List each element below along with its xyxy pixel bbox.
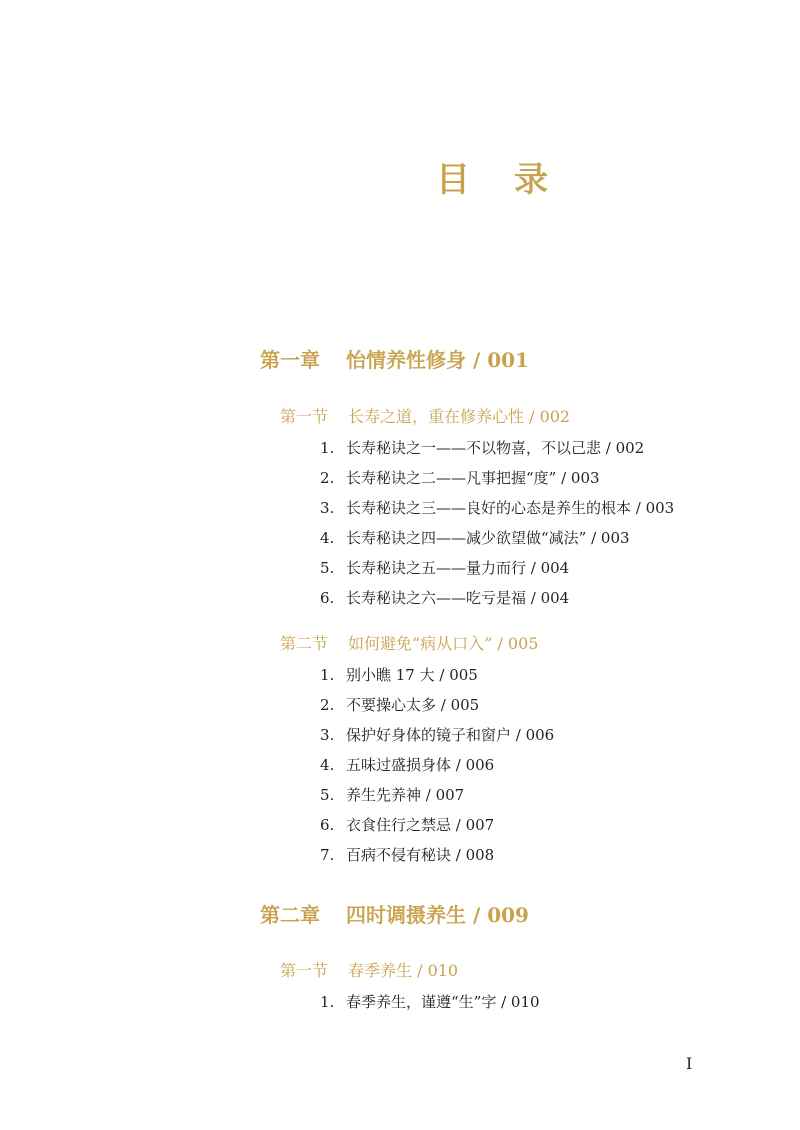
toc-entry[interactable] (320, 814, 494, 835)
section-number: 第二节 (280, 634, 329, 653)
entry-index: 2. (320, 696, 335, 714)
entry-index: 1. (320, 666, 335, 684)
entry-text: 长寿秘诀之三——良好的心态是养生的根本 / 003 (346, 499, 675, 517)
entry-index: 1. (320, 993, 335, 1011)
section-number: 第一节 (280, 961, 329, 980)
entry-index: 5. (320, 786, 335, 804)
entry-text: 五味过盛损身体 / 006 (346, 756, 495, 774)
section-heading[interactable] (280, 631, 538, 654)
section-heading[interactable] (280, 404, 570, 427)
entry-index: 6. (320, 816, 335, 834)
entry-text: 长寿秘诀之五——量力而行 / 004 (346, 559, 570, 577)
page-number: I (686, 1054, 693, 1073)
section-title: 春季养生 / 010 (348, 961, 459, 980)
section-title: 如何避免“病从口入” / 005 (348, 634, 539, 653)
entry-text: 长寿秘诀之一——不以物喜，不以己悲 / 002 (346, 439, 645, 457)
toc-entry[interactable] (320, 557, 569, 578)
toc-entry[interactable] (320, 467, 600, 488)
toc-entry[interactable] (320, 437, 644, 458)
toc-entry[interactable] (320, 844, 494, 865)
toc-entry[interactable] (320, 587, 569, 608)
entry-text: 衣食住行之禁忌 / 007 (346, 816, 495, 834)
entry-index: 7. (320, 846, 335, 864)
entry-text: 别小瞧 17 大 / 005 (346, 666, 478, 684)
entry-index: 2. (320, 469, 335, 487)
entry-text: 长寿秘诀之六——吃亏是福 / 004 (346, 589, 570, 607)
toc-entry[interactable] (320, 784, 464, 805)
toc-title: 目录 (436, 160, 592, 200)
toc-entry[interactable] (320, 497, 674, 518)
chapter-title: 怡情养性修身 / 001 (346, 348, 529, 372)
entry-index: 3. (320, 726, 335, 744)
toc-entry[interactable] (320, 527, 630, 548)
entry-index: 4. (320, 529, 335, 547)
entry-index: 6. (320, 589, 335, 607)
section-title: 长寿之道，重在修养心性 / 002 (348, 407, 571, 426)
entry-text: 长寿秘诀之二——凡事把握“度” / 003 (346, 469, 600, 487)
chapter-number: 第一章 (260, 348, 320, 372)
entry-text: 保护好身体的镜子和窗户 / 006 (346, 726, 555, 744)
toc-entry[interactable] (320, 664, 478, 685)
toc-entry[interactable] (320, 724, 554, 745)
chapter-title: 四时调摄养生 / 009 (346, 903, 529, 927)
toc-entry[interactable] (320, 754, 494, 775)
entry-text: 养生先养神 / 007 (346, 786, 465, 804)
entry-text: 长寿秘诀之四——减少欲望做“减法” / 003 (346, 529, 630, 547)
section-heading[interactable] (280, 958, 458, 981)
chapter-number: 第二章 (260, 903, 320, 927)
entry-index: 4. (320, 756, 335, 774)
entry-text: 不要操心太多 / 005 (346, 696, 480, 714)
section-number: 第一节 (280, 407, 329, 426)
entry-text: 春季养生，谨遵“生”字 / 010 (346, 993, 540, 1011)
chapter-heading[interactable] (260, 344, 529, 373)
entry-text: 百病不侵有秘诀 / 008 (346, 846, 495, 864)
toc-entry[interactable] (320, 694, 479, 715)
entry-index: 3. (320, 499, 335, 517)
chapter-heading[interactable] (260, 899, 529, 928)
entry-index: 1. (320, 439, 335, 457)
toc-entry[interactable] (320, 991, 540, 1012)
entry-index: 5. (320, 559, 335, 577)
